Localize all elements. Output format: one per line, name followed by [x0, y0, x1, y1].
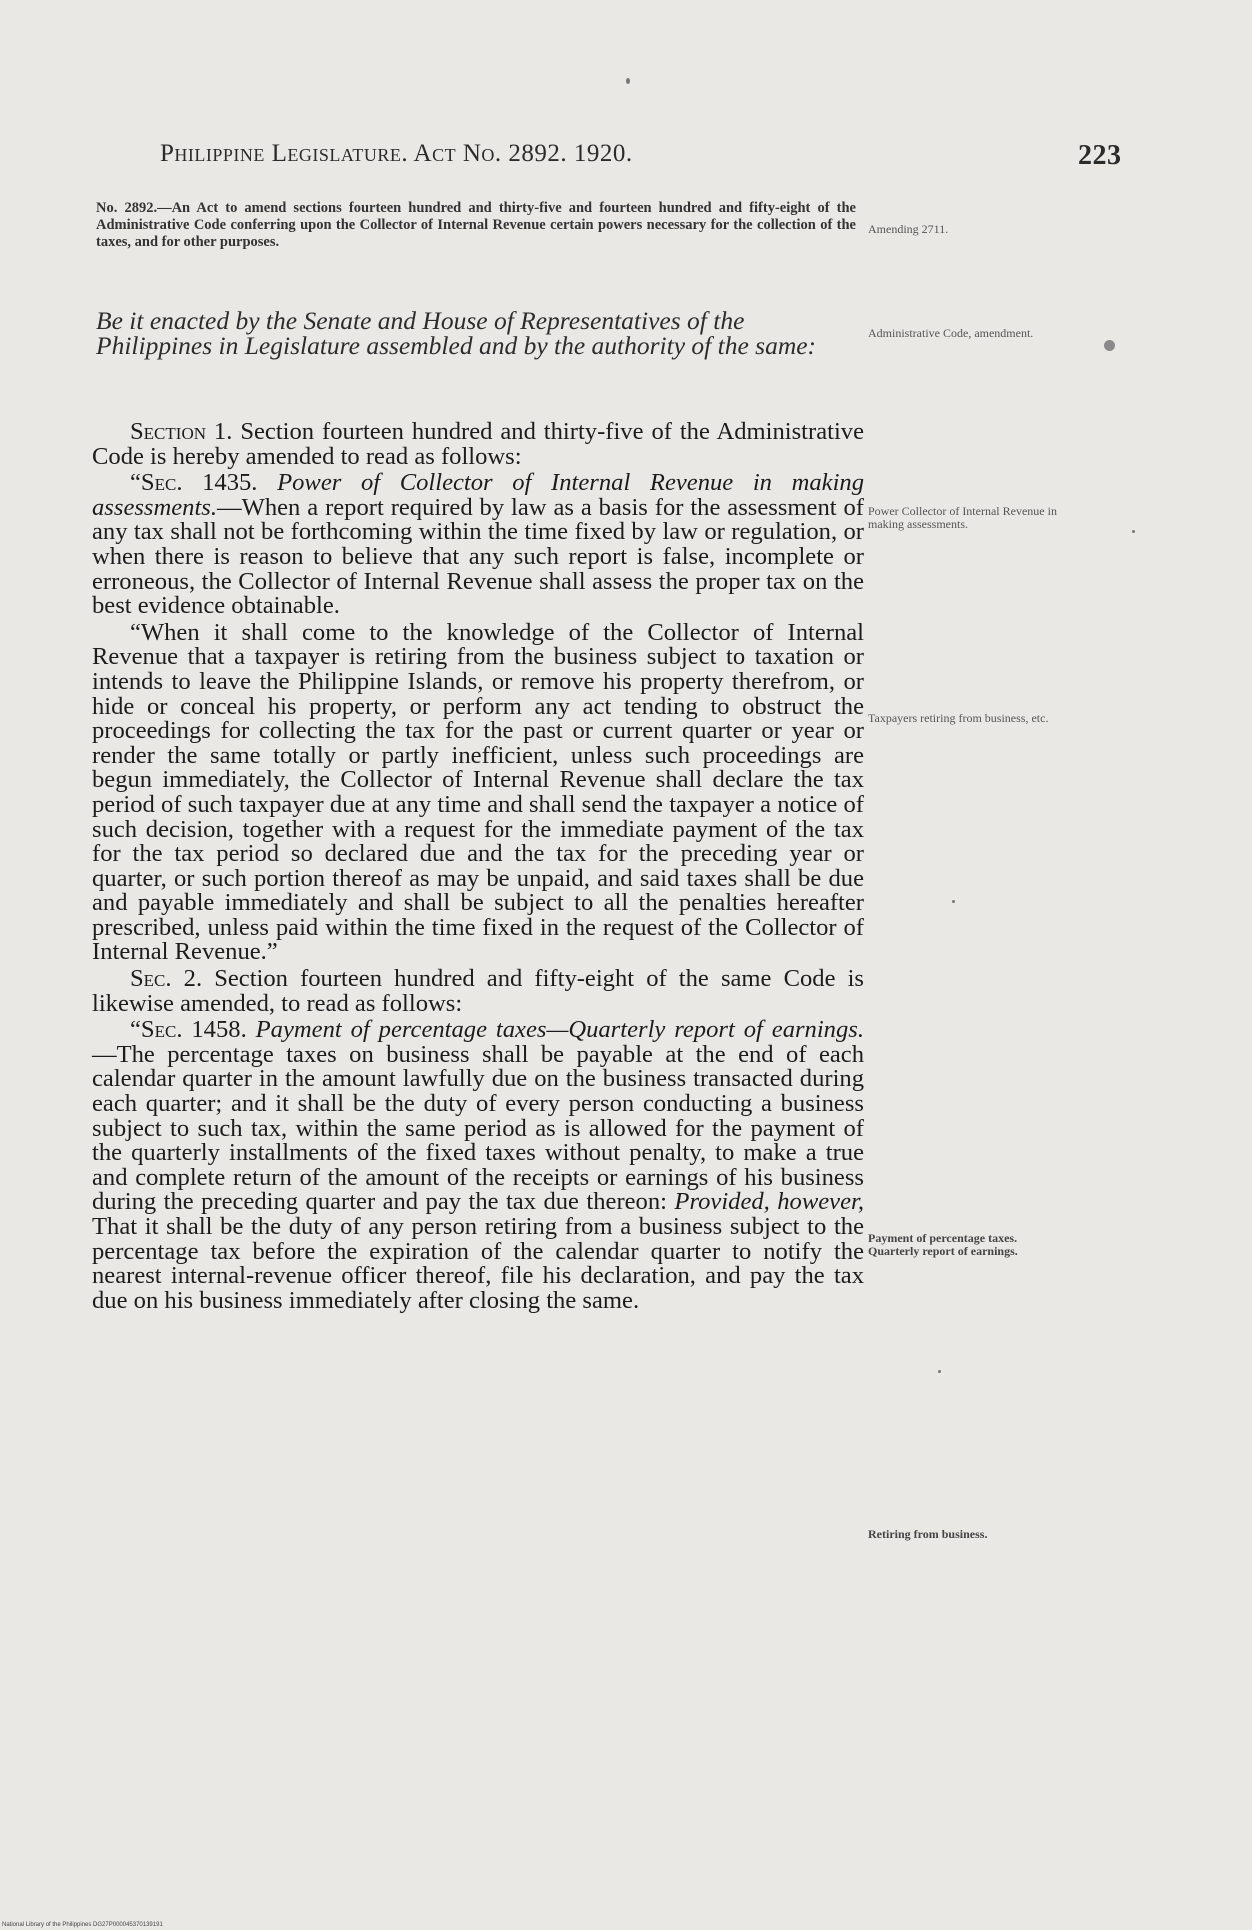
act-title: No. 2892.—An Act to amend sections fourteen hundred and thirty-five and fourteen hundred and fifty-eight of the Administrative Code conferring upon the Collector of Internal Revenue certain powers necessary for the collection of the taxes, and for other purposes.	[96, 200, 856, 250]
page-number: 223	[1078, 140, 1122, 171]
section-2	[92, 967, 864, 1016]
sec-1435-heading: Power of Collector of Internal Revenue in making assessments.	[92, 469, 865, 521]
running-title: Philippine Legislature. Act No. 2892. 1920.	[160, 140, 633, 167]
sec-1435-number: “Sec. 1435.	[130, 469, 258, 497]
dust-speck	[938, 1370, 941, 1373]
sec-1435-text: —When a report required by law as a basis for the assessment of any tax shall not be forthcoming within the time fixed by law or regulation, or when there is reason to believe that any such report is false, incomplete or erroneous, the Collector of Internal Revenue shall assess the proper tax on the best evidence obtainable.	[92, 493, 864, 620]
dust-speck	[626, 78, 630, 84]
dust-speck	[1104, 340, 1115, 351]
section-2-label: Sec. 2.	[130, 965, 203, 993]
sec-1458-text: —The percentage taxes on business shall be payable at the end of each calendar quarter in the amount lawfully due on the business transacted during each quarter; and it shall be the duty of every person conducting a business subject to such tax, within the same period as is allowed for the payment of the quarterly installments of the fixed taxes without penalty, to make a true and complete return of the amount of the receipts or earnings of his business during the preceding quarter and pay the tax due thereon:	[92, 1040, 864, 1216]
sec-1435-paragraph-2: “When it shall come to the knowledge of the Collector of Internal Revenue that a taxpayer is retiring from the business subject to taxation or intends to leave the Philippine Islands, or remove his property therefrom, or hide or conceal his property, or perform any act tending to obstruct the proceedings for collecting the tax for the past or current quarter or year or render the same totally or partly inefficient, unless such proceedings are begun immediately, the Collector of Internal Revenue shall declare the tax period of such taxpayer due at any time and shall send the taxpayer a notice of such decision, together with a request for the immediate payment of the tax for the tax period so declared due and the tax for the preceding year or quarter, or such portion thereof as may be unpaid, and said taxes shall be due and payable immediately and shall be subject to all the penalties hereafter prescribed, unless paid within the time fixed in the request of the Collector of Internal Revenue.”	[92, 618, 864, 966]
enacting-clause: Be it enacted by the Senate and House of Representatives of the Philippines in Legislature assembled and by the authority of the same:	[96, 306, 817, 360]
margin-note-payment: Payment of percentage taxes. Quarterly report of earnings.	[868, 1231, 1018, 1258]
sec-1458	[92, 1018, 864, 1313]
scan-footer: National Library of the Philippines DG27P000045370139191	[2, 1922, 163, 1928]
sec-1435	[92, 471, 864, 619]
section-2-text: Section fourteen hundred and fifty-eight of the same Code is likewise amended, to read as follows:	[92, 965, 864, 1017]
section-1	[92, 420, 864, 469]
proviso-label: Provided, however,	[674, 1188, 864, 1216]
proviso-text: That it shall be the duty of any person retiring from a business subject to the percentage tax before the expiration of the calendar quarter to notify the nearest internal-revenue officer thereof, file his declaration, and pay the tax due on his business immediately after closing the same.	[92, 1213, 864, 1314]
margin-note-admin-code: Administrative Code, amendment.	[868, 326, 1034, 340]
section-1-label: Section 1.	[130, 418, 233, 445]
margin-note-taxpayers: Taxpayers retiring from business, etc.	[868, 711, 1049, 725]
margin-note-retiring: Retiring from business.	[868, 1527, 988, 1541]
margin-note-amending: Amending 2711.	[868, 222, 949, 236]
dust-speck	[1132, 530, 1135, 533]
dust-speck	[952, 900, 955, 903]
sec-1458-heading: Payment of percentage taxes—Quarterly report of earnings.	[255, 1016, 865, 1044]
section-1-text: Section fourteen hundred and thirty-five of the Administrative Code is hereby amended to read as follows:	[92, 418, 864, 470]
margin-note-power-collector: Power Collector of Internal Revenue in making assessments.	[868, 504, 1057, 531]
act-body	[92, 420, 864, 1313]
sec-1458-number: “Sec. 1458.	[130, 1016, 247, 1044]
